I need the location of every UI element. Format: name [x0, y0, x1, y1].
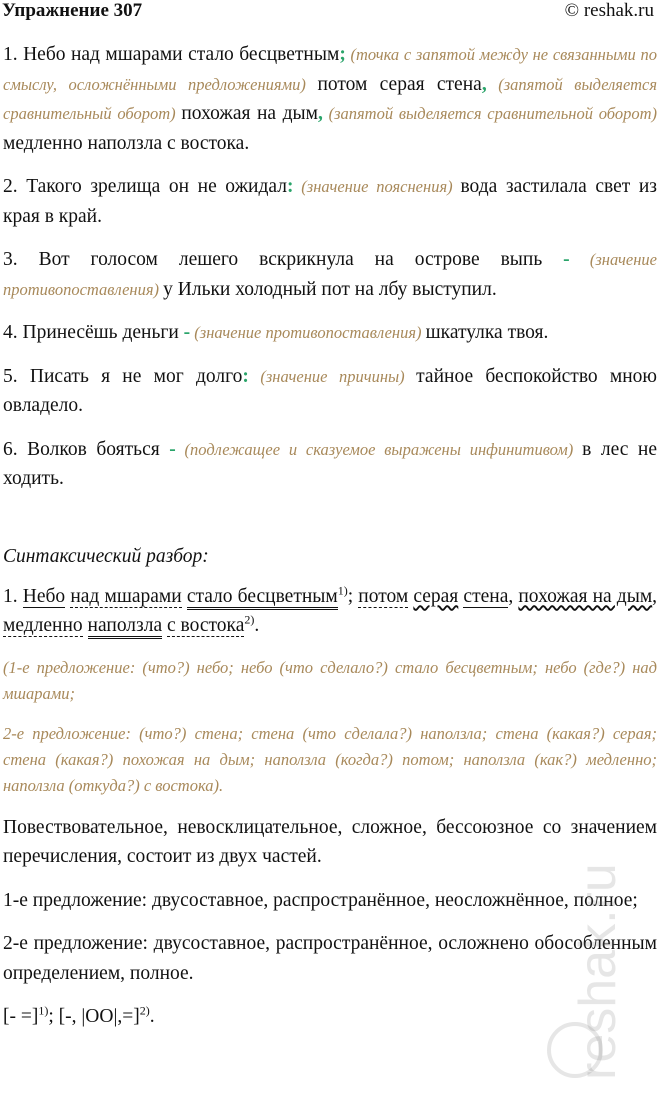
exercise-item	[3, 362, 657, 421]
punctuation-note: (точка с запятой между не связанными по смыслу, осложнёнными предложениями)	[3, 45, 657, 94]
copyright-circle	[549, 1024, 601, 1076]
sentence-text: похожая на дым	[181, 103, 318, 124]
place-words: с востока	[167, 615, 245, 636]
sentence-text: потом серая стена	[317, 73, 482, 95]
punctuation-note: (значение противопоставления)	[190, 323, 426, 342]
watermark-text: reshak.ru	[569, 863, 627, 1080]
scheme-footnote-2: 2)	[139, 1003, 150, 1018]
sentence-scheme	[3, 1002, 657, 1032]
punctuation-note: (запятой выделяется сравнительный оборот)	[3, 74, 657, 123]
punctuation-mark: :	[286, 176, 294, 197]
subject-word-2: стена	[463, 585, 509, 607]
predicate-words: стало бесцветным	[187, 586, 338, 610]
punctuation-mark: -	[563, 249, 570, 270]
exercise-items	[3, 40, 657, 494]
comma-1: ,	[508, 585, 519, 607]
page-header	[0, 0, 658, 22]
footnote-1: 1)	[337, 583, 348, 597]
comma-2: ,	[652, 585, 658, 607]
punctuation-mark: ,	[481, 73, 487, 95]
circumstance-words: над мшарами	[70, 585, 182, 607]
sentence-number: 1.	[3, 585, 23, 607]
scheme-end: .	[149, 1006, 155, 1027]
exercise-item	[3, 245, 657, 304]
scheme-part-1: [- =]	[3, 1006, 39, 1027]
exercise-title: Упражнение 307	[2, 0, 143, 21]
sentence-text: в лес не ходить.	[3, 438, 658, 489]
punctuation-mark: -	[183, 322, 191, 343]
sentence-text: 5. Писать я не мог долго	[3, 365, 243, 387]
analysis-note-2: 2-е предложение: (что?) стена; стена (что сделала?) наползла; стена (какая?) серая; стена (какая?) похожая на дым; наползла (когда?) потом; наползла (как?) медленно; наползла (откуда?) с востока).	[3, 723, 657, 795]
manner-word: медленно	[3, 615, 83, 636]
analysis-part-1: 1-е предложение: двусоставное, распространённое, неосложнённое, полное;	[3, 889, 638, 911]
main-content	[3, 40, 657, 1032]
punctuation-mark: ,	[317, 103, 323, 124]
exercise-item	[3, 172, 657, 231]
sentence-text: 4. Принесёшь деньги	[3, 322, 184, 343]
analysis-sentence	[3, 582, 657, 641]
punctuation-note: (запятой выделяется сравнительной оборот)	[322, 104, 657, 123]
attribute-word: серая	[413, 585, 459, 607]
separator: ;	[347, 585, 359, 607]
analysis-note-1: (1-е предложение: (что?) небо; небо (что сделало?) стало бесцветным; небо (где?) над мшарами;	[3, 657, 657, 703]
period: .	[254, 615, 260, 636]
exercise-item	[3, 435, 657, 494]
subject-word: Небо	[22, 585, 66, 607]
footnote-2: 2)	[244, 612, 255, 627]
exercise-item	[3, 318, 657, 348]
sentence-text: 6. Волков бояться	[3, 438, 170, 460]
punctuation-mark: -	[169, 438, 176, 460]
scheme-footnote-1: 1)	[38, 1003, 49, 1018]
sentence-text: шкатулка твоя.	[425, 322, 549, 343]
sentence-text: 3. Вот голосом лешего вскрикнула на острове выпь	[3, 249, 564, 270]
punctuation-mark: ;	[339, 44, 346, 65]
sentence-text: вода застилала свет из края в край.	[3, 176, 657, 227]
adverb-word: потом	[358, 585, 409, 607]
sentence-text: 1. Небо над мшарами стало бесцветным	[3, 44, 340, 65]
punctuation-mark: :	[242, 365, 249, 387]
sentence-text: медленно наползла с востока.	[3, 132, 250, 154]
participle-phrase: похожая на дым	[518, 585, 653, 607]
sentence-text: 2. Такого зрелища он не ожидал	[3, 176, 287, 197]
punctuation-note: (значение причины)	[248, 366, 417, 386]
analysis-heading: Синтаксический разбор:	[3, 545, 209, 567]
predicate-word-2: наползла	[88, 615, 163, 639]
punctuation-note: (значение пояснения)	[293, 177, 461, 196]
sentence-text: у Ильки холодный пот на лбу выступил.	[163, 278, 497, 300]
site-credit: © reshak.ru	[564, 0, 654, 21]
exercise-item	[3, 40, 657, 158]
scheme-part-2: ; [-, |OO|,=]	[48, 1006, 140, 1027]
sentence-text: тайное беспокойство мною овладело.	[3, 365, 657, 416]
punctuation-note: (значение противопоставления)	[3, 250, 657, 299]
punctuation-note: (подлежащее и сказуемое выражены инфинитивом)	[175, 439, 583, 459]
analysis-summary: Повествовательное, невосклицательное, сложное, бессоюзное со значением перечисления, состоит из двух частей.	[3, 816, 657, 867]
analysis-part-2: 2-е предложение: двусоставное, распространённое, осложнено обособленным определением, полное.	[3, 933, 657, 984]
